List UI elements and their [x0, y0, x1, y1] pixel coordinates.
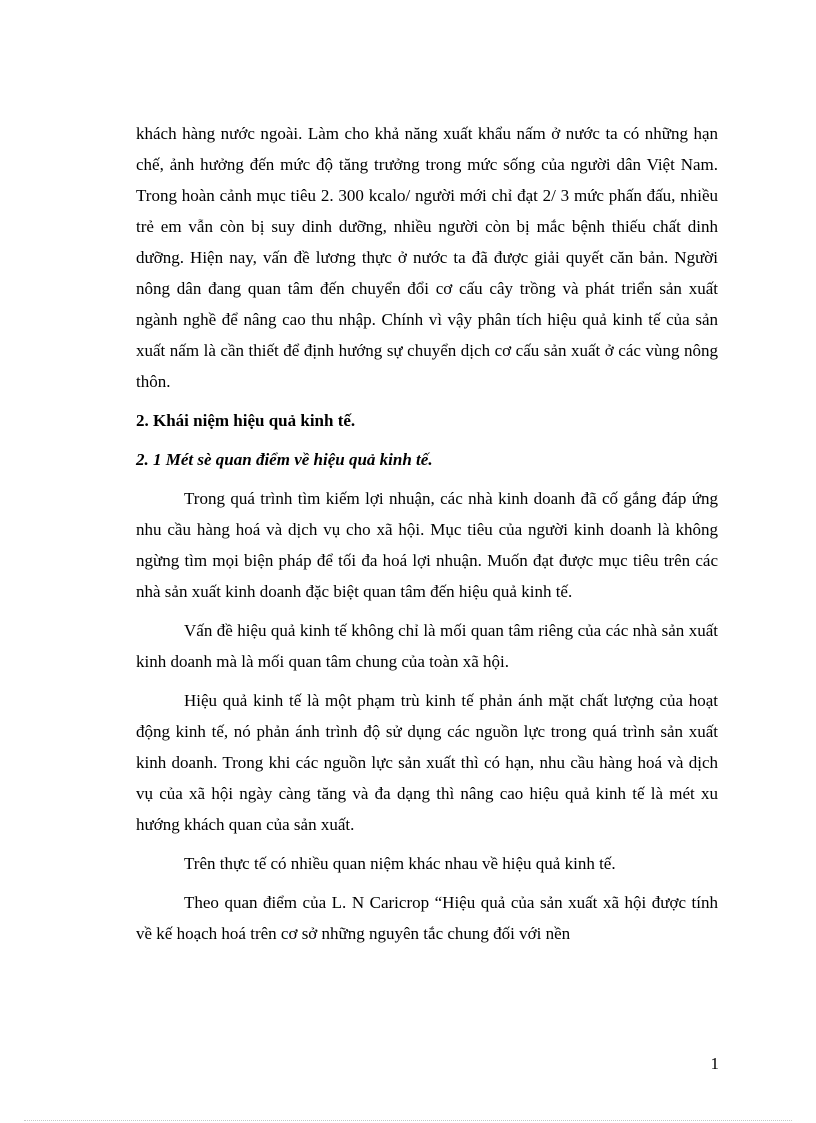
footer-divider — [24, 1120, 792, 1121]
paragraph-views: Trên thực tế có nhiều quan niệm khác nhau về hiệu quả kinh tế. — [184, 854, 616, 873]
paragraph-concern: Vấn đề hiệu quả kinh tế không chỉ là mối quan tâm riêng của các nhà sản xuất kinh doanh mà là mối quan tâm chung của toàn xã hội. — [136, 621, 718, 671]
paragraph-caricrop: Theo quan điểm của L. N Caricrop “Hiệu quả của sản xuất xã hội được tính về kế hoạch hoá trên cơ sở những nguyên tắc chung đối với nền — [136, 893, 718, 943]
subsection-heading: 2. 1 Mét sè quan điểm về hiệu quả kinh tế. — [136, 450, 433, 469]
paragraph-intro: khách hàng nước ngoài. Làm cho khả năng xuất khẩu nấm ở nước ta có những hạn chế, ảnh hưởng đến mức độ tăng trưởng trong mức sống của người dân Việt Nam. Trong hoàn cảnh mục tiêu 2. 300 kcalo/ người mới chỉ đạt 2/ 3 mức phấn đấu, nhiều trẻ em vẫn còn bị suy dinh dưỡng, nhiều người còn bị mắc bệnh thiếu chất dinh dưỡng. Hiện nay, vấn đề lương thực ở nước ta đã được giải quyết căn bản. Người nông dân đang quan tâm đến chuyển đổi cơ cấu cây trồng và phát triển sản xuất ngành nghề để nâng cao thu nhập. Chính vì vậy phân tích hiệu quả kinh tế của sản xuất nấm là cần thiết để định hướng sự chuyển dịch cơ cấu sản xuất ở các vùng nông thôn. — [136, 124, 718, 391]
paragraph-definition: Hiệu quả kinh tế là một phạm trù kinh tế phản ánh mặt chất lượng của hoạt động kinh tế, nó phản ánh trình độ sử dụng các nguồn lực trong quá trình sản xuất kinh doanh. Trong khi các nguồn lực sản xuất thì có hạn, nhu cầu hàng hoá và dịch vụ của xã hội ngày càng tăng và đa dạng thì nâng cao hiệu quả kinh tế là mét xu hướng khách quan của sản xuất. — [136, 691, 718, 834]
page-body — [136, 118, 718, 949]
paragraph-profit: Trong quá trình tìm kiếm lợi nhuận, các nhà kinh doanh đã cố gắng đáp ứng nhu cầu hàng hoá và dịch vụ cho xã hội. Mục tiêu của người kinh doanh là không ngừng tìm mọi biện pháp để tối đa hoá lợi nhuận. Muốn đạt được mục tiêu trên các nhà sản xuất kinh doanh đặc biệt quan tâm đến hiệu quả kinh tế. — [136, 489, 718, 601]
page-number: 1 — [710, 1054, 719, 1073]
section-heading: 2. Khái niệm hiệu quả kinh tế. — [136, 411, 356, 430]
